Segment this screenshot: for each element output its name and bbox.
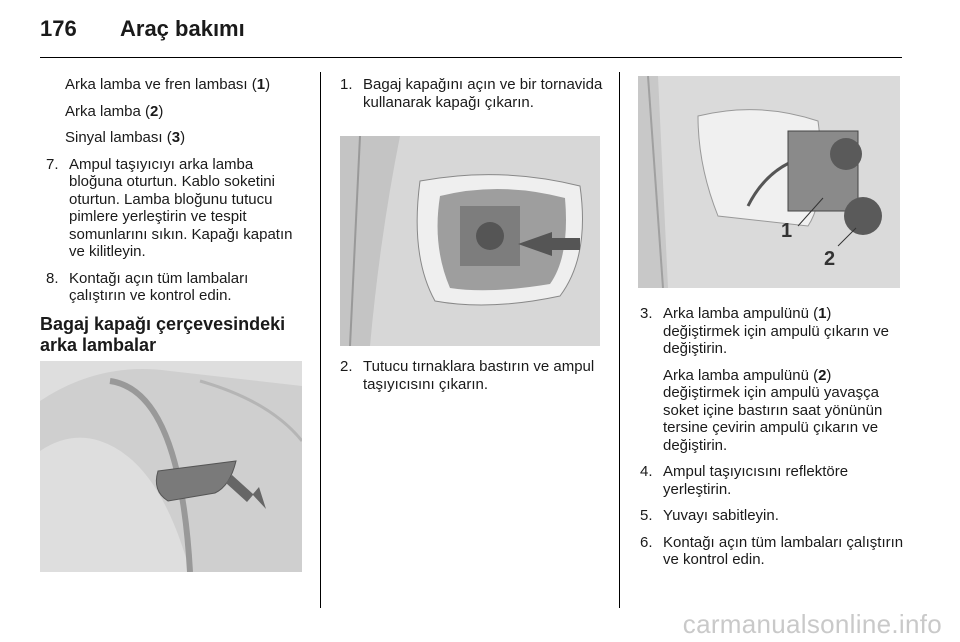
lamp-list-item: Sinyal lambası (3) <box>65 129 186 146</box>
tailgate-lamp-cover-figure <box>40 361 302 572</box>
lamp-list-item: Arka lamba (2) <box>65 102 164 120</box>
step-8: 8. Kontağı açın tüm lambaları çalıştırın ve kontrol edin. <box>46 269 249 304</box>
bulb-carrier-figure <box>638 76 900 288</box>
step-4: 4. Ampul taşıyıcısını reflektöre yerleştirin. <box>640 463 849 498</box>
step-6: 6. Kontağı açın tüm lambaları çalıştırın ve kontrol edin. <box>640 533 904 568</box>
header-rule <box>40 57 902 58</box>
step-3: 3. Arka lamba ampulünü (1) değiştirmek için ampulü çıkarın ve değiştirin. Arka lamba ampulünü (2) değiştirmek için ampulü yavaşça soket içine bastırın saat yönünün tersine çevirin ampulü çıkarın ve değiştirin. <box>640 305 905 454</box>
step-7: 7. Ampul taşıyıcıyı arka lamba bloğuna oturtun. Kablo soketini oturtun. Lamba bloğunu tutucu pimlere yerleştirin ve tespit somunlarını sıkın. Kapağı kapatın ve kilitleyin. <box>46 155 293 260</box>
section-heading: Bagaj kapağı çerçevesindeki arka lambalar <box>40 313 286 355</box>
lamp-list <box>40 76 308 147</box>
page-header <box>40 16 245 42</box>
column-divider-2 <box>619 72 620 608</box>
step-2: 2. Tutucu tırnaklara bastırın ve ampul taşıyıcısını çıkarın. <box>340 358 595 393</box>
column-2-lower <box>340 358 610 402</box>
column-3 <box>640 305 905 578</box>
figure-label-1: 1 <box>781 220 793 242</box>
watermark: carmanualsonline.info <box>682 609 942 639</box>
step-5: 5. Yuvayı sabitleyin. <box>640 507 779 524</box>
lamp-list-item: Arka lamba ve fren lambası (1) <box>65 76 271 93</box>
column-1 <box>40 76 308 356</box>
step-1: 1. Bagaj kapağını açın ve bir tornavida kullanarak kapağı çıkarın. <box>340 76 603 111</box>
page-number: 176 <box>40 16 77 41</box>
column-divider-1 <box>320 72 321 608</box>
chapter-title: Araç bakımı <box>120 16 245 41</box>
column-2 <box>340 76 610 120</box>
figure-label-2: 2 <box>824 248 836 270</box>
lamp-carrier-tabs-figure <box>340 136 600 346</box>
step-3-bulb-2: Arka lamba ampulünü (2) değiştirmek için ampulü yavaşça soket içine bastırın saat yönünün tersine çevirin ampulü çıkarın ve değiştirin. <box>663 366 883 454</box>
step-3-bulb-1: Arka lamba ampulünü (1) değiştirmek için ampulü çıkarın ve değiştirin. <box>663 305 889 357</box>
